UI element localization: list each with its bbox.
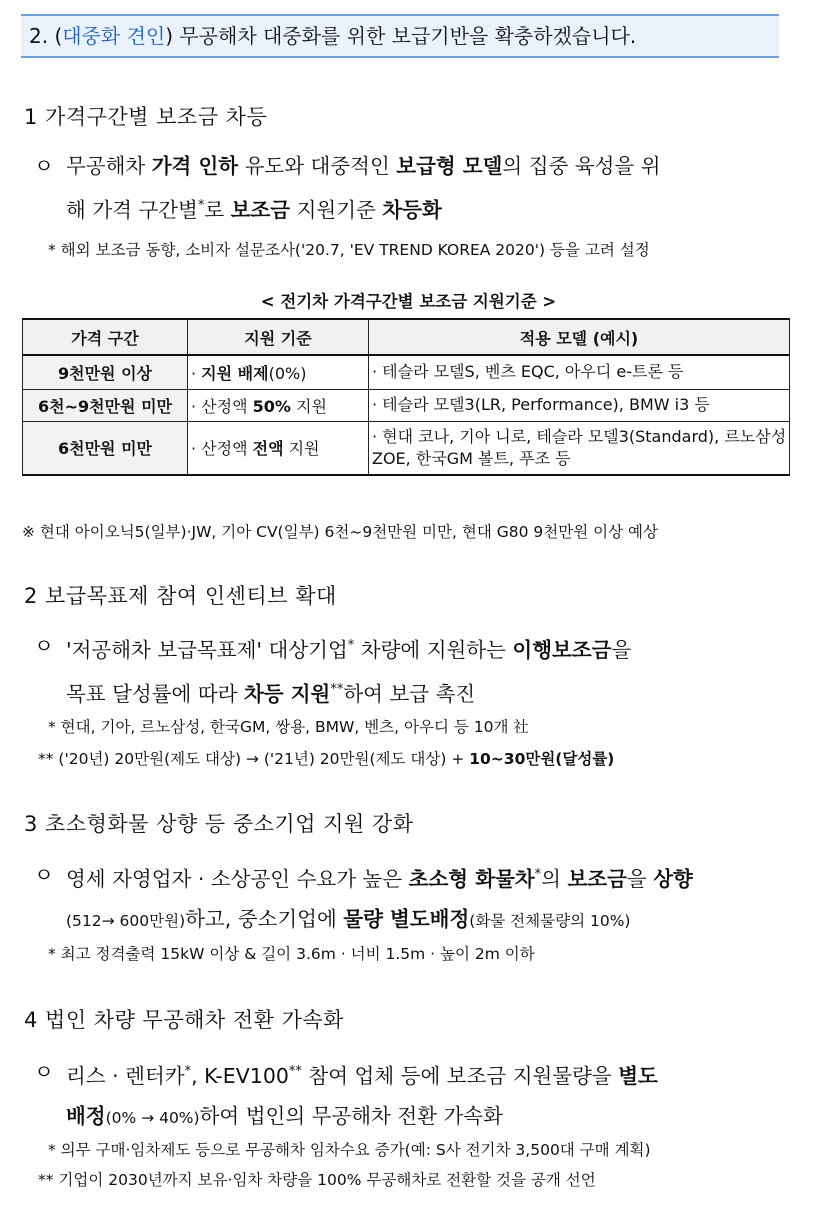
table-header-row bbox=[23, 319, 790, 355]
table-header-cell: 적용 모델 (예시) bbox=[369, 319, 790, 355]
table-row bbox=[23, 389, 790, 421]
text-run: 차량에 지원하는 bbox=[354, 637, 513, 662]
bullet-mark: ㅇ bbox=[34, 1060, 54, 1084]
footnote-mark: * bbox=[534, 867, 542, 882]
text-run: 유도와 대중적인 bbox=[238, 154, 397, 178]
text-run: 로 bbox=[204, 197, 231, 222]
footnote-mark: * bbox=[347, 638, 355, 653]
text-run-bold: 초소형 화물차 bbox=[408, 866, 535, 891]
section3-bullet bbox=[34, 855, 794, 941]
text-run-bold: 보조금 bbox=[230, 197, 291, 222]
bullet-mark: ㅇ bbox=[34, 863, 54, 887]
banner-suffix: ) 무공해차 대중화를 위한 보급기반을 확충하겠습니다. bbox=[165, 24, 637, 48]
text-run: 지원기준 bbox=[290, 197, 383, 222]
banner-prefix: 2. ( bbox=[29, 24, 63, 48]
price-tier-cell: 6천만원 미만 bbox=[23, 421, 188, 475]
model-example-cell: · 테슬라 모델3(LR, Performance), BMW i3 등 bbox=[369, 389, 790, 421]
text-run: ** ('20년) 20만원(제도 대상) → ('21년) 20만원(제도 대상) + bbox=[38, 750, 470, 768]
section2-note1: * 현대, 기아, 르노삼성, 한국GM, 쌍용, BMW, 벤츠, 아우디 등 10개 社 bbox=[48, 718, 529, 736]
text-run: 의 집중 육성을 위 bbox=[502, 154, 661, 178]
footnote-mark: * bbox=[197, 198, 205, 213]
text-run: (0%) bbox=[268, 363, 307, 383]
footnote-mark: ** bbox=[288, 1064, 302, 1079]
section3-note: * 최고 정격출력 15kW 이상 & 길이 3.6m · 너비 1.5m · 높이 2m 이하 bbox=[48, 945, 535, 963]
support-standard-cell bbox=[188, 421, 369, 475]
text-run: 의 bbox=[541, 866, 568, 891]
text-run-bold: 별도 bbox=[618, 1063, 658, 1088]
table-row bbox=[23, 355, 790, 389]
section2-bullet-line1 bbox=[66, 626, 794, 670]
footnote-mark: * bbox=[184, 1064, 192, 1079]
section2-title: 2 보급목표제 참여 인센티브 확대 bbox=[24, 584, 337, 608]
model-example-cell: · 테슬라 모델S, 벤츠 EQC, 아우디 e-트론 등 bbox=[369, 355, 790, 389]
subsidy-table bbox=[22, 318, 790, 476]
price-tier-cell: 6천~9천만원 미만 bbox=[23, 389, 188, 421]
text-run-bold: 10~30만원(달성률) bbox=[469, 750, 615, 768]
text-run-bold: 차등화 bbox=[382, 197, 442, 222]
text-run: (0% → 40%) bbox=[105, 1108, 200, 1127]
text-run-bold: 물량 별도배정 bbox=[343, 906, 470, 931]
text-run-bold: 차등 지원 bbox=[243, 681, 331, 706]
text-run: · 산정액 bbox=[191, 439, 253, 459]
text-run: '저공해차 보급목표제' 대상기업 bbox=[66, 637, 348, 662]
price-tier-cell: 9천만원 이상 bbox=[23, 355, 188, 389]
text-run: · 산정액 bbox=[191, 396, 253, 416]
table-row bbox=[23, 421, 790, 475]
table-caption: < 전기차 가격구간별 보조금 지원기준 > bbox=[260, 292, 557, 311]
text-run: 목표 달성률에 따라 bbox=[66, 681, 244, 706]
text-run: 리스 · 렌터카 bbox=[66, 1063, 185, 1088]
text-run: 지원 bbox=[290, 396, 327, 416]
section4-note1: * 의무 구매·임차제도 등으로 무공해차 임차수요 증가(예: S사 전기차 3,500대 구매 계획) bbox=[48, 1141, 651, 1159]
text-run: 하여 법인의 무공해차 전환 가속화 bbox=[199, 1103, 503, 1128]
section3-bullet-line2 bbox=[66, 899, 794, 941]
section4-bullet bbox=[34, 1052, 794, 1138]
bullet-mark: ㅇ bbox=[34, 634, 54, 658]
text-run: , K-EV100 bbox=[191, 1063, 289, 1088]
text-run: 영세 자영업자 · 소상공인 수요가 높은 bbox=[66, 866, 409, 891]
text-run: 하여 보급 촉진 bbox=[343, 681, 476, 706]
section-banner bbox=[21, 14, 779, 58]
text-run: (512→ 600만원) bbox=[66, 911, 186, 930]
text-run: 지원 bbox=[283, 439, 320, 459]
section1-note: * 해외 보조금 동향, 소비자 설문조사('20.7, 'EV TREND KOREA 2020') 등을 고려 설정 bbox=[48, 241, 650, 259]
model-example-cell: · 현대 코나, 기아 니로, 테슬라 모델3(Standard), 르노삼성 ZOE, 한국GM 볼트, 푸조 등 bbox=[369, 421, 790, 475]
section4-bullet-line2 bbox=[66, 1096, 794, 1138]
section3-title: 3 초소형화물 상향 등 중소기업 지원 강화 bbox=[24, 812, 414, 836]
text-run-bold: 상향 bbox=[653, 866, 693, 891]
text-run: 해 가격 구간별 bbox=[66, 197, 198, 222]
support-standard-cell bbox=[188, 389, 369, 421]
section2-bullet bbox=[34, 626, 794, 714]
text-run-bold: 보급형 모델 bbox=[396, 154, 503, 178]
text-run: (화물 전체물량의 10%) bbox=[469, 911, 631, 930]
table-header-cell: 지원 기준 bbox=[188, 319, 369, 355]
bullet-mark: ㅇ bbox=[34, 154, 54, 178]
text-run: 하고, 중소기업에 bbox=[185, 906, 344, 931]
text-run-bold: 배정 bbox=[66, 1103, 106, 1128]
text-run-bold: 가격 인하 bbox=[151, 154, 239, 178]
text-run: 을 bbox=[626, 866, 654, 891]
text-run-bold: 보조금 bbox=[567, 866, 627, 891]
footnote-mark: ** bbox=[330, 681, 344, 697]
banner-accent: 대중화 견인 bbox=[62, 24, 166, 48]
section2-bullet-line2 bbox=[66, 670, 794, 714]
table-header-cell: 가격 구간 bbox=[23, 319, 188, 355]
section4-note2: ** 기업이 2030년까지 보유·임차 차량을 100% 무공해차로 전환할 것을 공개 선언 bbox=[38, 1171, 596, 1189]
text-run-bold: 지원 배제 bbox=[201, 363, 269, 383]
section3-bullet-line1 bbox=[66, 855, 794, 899]
section4-bullet-line1 bbox=[66, 1052, 794, 1096]
section4-title: 4 법인 차량 무공해차 전환 가속화 bbox=[24, 1008, 344, 1032]
text-run: 참여 업체 등에 보조금 지원물량을 bbox=[301, 1063, 619, 1088]
text-run: 을 bbox=[611, 637, 632, 662]
support-standard-cell bbox=[188, 355, 369, 389]
text-run: · bbox=[191, 363, 202, 383]
section1-remark: ※ 현대 아이오닉5(일부)·JW, 기아 CV(일부) 6천~9천만원 미만, 현대 G80 9천만원 이상 예상 bbox=[22, 523, 658, 541]
section1-bullet bbox=[34, 146, 794, 230]
text-run: 무공해차 bbox=[66, 154, 152, 178]
section1-bullet-line1 bbox=[66, 146, 794, 186]
text-run-bold: 50% bbox=[252, 396, 291, 416]
text-run-bold: 이행보조금 bbox=[512, 637, 612, 662]
section1-bullet-line2 bbox=[66, 186, 794, 230]
text-run-bold: 전액 bbox=[252, 439, 284, 459]
section1-title: 1 가격구간별 보조금 차등 bbox=[24, 105, 268, 129]
section2-note2 bbox=[38, 747, 614, 769]
